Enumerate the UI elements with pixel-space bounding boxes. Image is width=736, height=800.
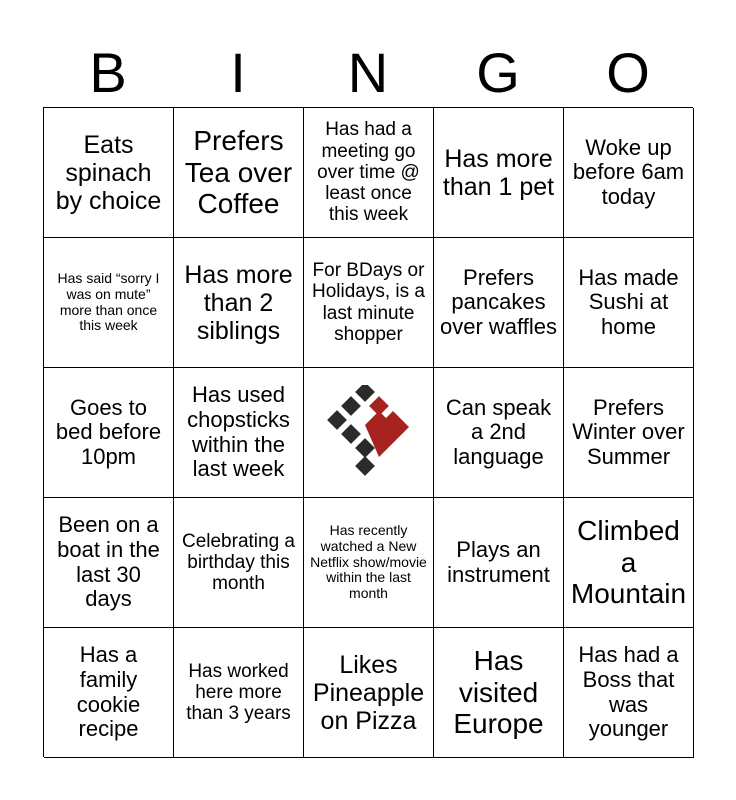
logo-diamond bbox=[355, 456, 375, 476]
free-space[interactable] bbox=[304, 368, 434, 498]
bingo-cell-g2[interactable] bbox=[434, 238, 564, 368]
bingo-cell-n1[interactable] bbox=[304, 108, 434, 238]
bingo-cell-i2[interactable] bbox=[174, 238, 304, 368]
bingo-card bbox=[43, 107, 693, 757]
bingo-cell-g4[interactable] bbox=[434, 498, 564, 628]
cell-label: Has more than 2 siblings bbox=[184, 260, 293, 345]
bingo-cell-g3[interactable] bbox=[434, 368, 564, 498]
cell-label: Climbed a Mountain bbox=[570, 515, 687, 610]
bingo-cell-i3[interactable] bbox=[174, 368, 304, 498]
logo-diamond bbox=[355, 438, 375, 458]
cell-label: Has had a Boss that was younger bbox=[578, 642, 679, 742]
logo-diamond bbox=[327, 410, 347, 430]
logo-diamond bbox=[341, 396, 361, 416]
bingo-cell-o2[interactable] bbox=[564, 238, 694, 368]
bingo-header bbox=[43, 40, 693, 106]
cell-label: For BDays or Holidays, is a last minute shopper bbox=[312, 259, 425, 345]
bingo-cell-n5[interactable] bbox=[304, 628, 434, 758]
bingo-cell-o1[interactable] bbox=[564, 108, 694, 238]
cell-label: Has made Sushi at home bbox=[578, 264, 679, 339]
cell-label: Prefers Tea over Coffee bbox=[184, 125, 293, 220]
bingo-cell-i4[interactable] bbox=[174, 498, 304, 628]
bingo-cell-n2[interactable] bbox=[304, 238, 434, 368]
cell-label: Has worked here more than 3 years bbox=[186, 660, 291, 725]
bingo-cell-b3[interactable] bbox=[44, 368, 174, 498]
bingo-cell-b1[interactable] bbox=[44, 108, 174, 238]
company-logo-icon bbox=[321, 385, 417, 481]
bingo-cell-b4[interactable] bbox=[44, 498, 174, 628]
cell-label: Has said “sorry I was on mute” more than once this week bbox=[57, 270, 160, 334]
logo-diamond bbox=[341, 424, 361, 444]
bingo-cell-g1[interactable] bbox=[434, 108, 564, 238]
cell-label: Likes Pineapple on Pizza bbox=[312, 650, 425, 735]
header-letter-g: G bbox=[476, 41, 520, 104]
bingo-cell-i5[interactable] bbox=[174, 628, 304, 758]
bingo-cell-b2[interactable] bbox=[44, 238, 174, 368]
cell-label: Goes to bed before 10pm bbox=[55, 394, 162, 469]
cell-label: Prefers pancakes over waffles bbox=[440, 264, 557, 339]
header-letter-o: O bbox=[606, 41, 650, 104]
cell-label: Been on a boat in the last 30 days bbox=[57, 512, 160, 612]
bingo-cell-b5[interactable] bbox=[44, 628, 174, 758]
logo-diamond bbox=[355, 385, 375, 402]
bingo-cell-o3[interactable] bbox=[564, 368, 694, 498]
bingo-cell-n4[interactable] bbox=[304, 498, 434, 628]
cell-label: Can speak a 2nd language bbox=[445, 394, 552, 469]
cell-label: Woke up before 6am today bbox=[572, 134, 685, 209]
cell-label: Plays an instrument bbox=[447, 536, 550, 587]
cell-label: Prefers Winter over Summer bbox=[572, 394, 685, 469]
cell-label: Has had a meeting go over time @ least once this week bbox=[317, 119, 420, 226]
header-letter-n: N bbox=[347, 41, 389, 104]
cell-label: Celebrating a birthday this month bbox=[181, 530, 296, 595]
cell-label: Has used chopsticks within the last week bbox=[187, 382, 290, 482]
cell-label: Has a family cookie recipe bbox=[76, 642, 141, 742]
cell-label: Has more than 1 pet bbox=[442, 144, 555, 201]
cell-label: Has recently watched a New Netflix show/movie within the last month bbox=[310, 522, 427, 601]
header-letter-i: I bbox=[230, 41, 246, 104]
cell-label: Eats spinach by choice bbox=[55, 130, 162, 215]
bingo-cell-g5[interactable] bbox=[434, 628, 564, 758]
bingo-cell-i1[interactable] bbox=[174, 108, 304, 238]
header-letter-b: B bbox=[89, 41, 127, 104]
cell-label: Has visited Europe bbox=[453, 645, 544, 740]
bingo-cell-o5[interactable] bbox=[564, 628, 694, 758]
bingo-cell-o4[interactable] bbox=[564, 498, 694, 628]
